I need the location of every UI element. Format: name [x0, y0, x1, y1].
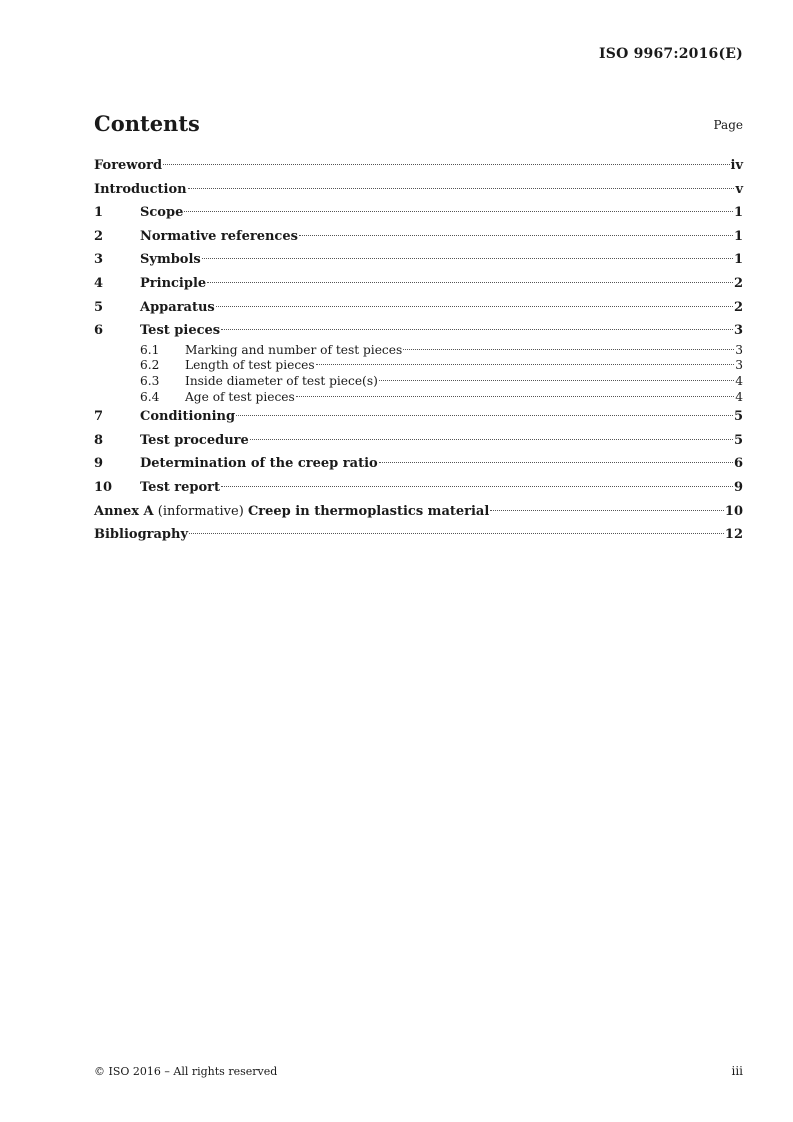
page-number: iii — [731, 1064, 743, 1078]
toc-page-number: 12 — [724, 527, 743, 543]
toc-page-number: 3 — [735, 358, 743, 373]
toc-entry-title: Symbols — [140, 252, 201, 268]
dot-leader — [250, 439, 733, 440]
table-of-contents — [94, 154, 743, 547]
toc-page-number: 3 — [735, 342, 743, 357]
toc-entry-title: Principle — [140, 275, 207, 291]
dot-leader — [236, 415, 733, 416]
toc-entry-title: Creep in thermoplastics material — [247, 503, 490, 519]
copyright-notice: © ISO 2016 – All rights reserved — [94, 1065, 278, 1078]
toc-page-number: 5 — [733, 409, 743, 425]
clause-number: 7 — [94, 409, 104, 425]
clause-number: 5 — [94, 299, 104, 315]
clause-number: 4 — [94, 275, 104, 291]
toc-page-number: v — [735, 181, 743, 197]
dot-leader — [379, 462, 733, 463]
toc-entry-title: Test pieces — [140, 323, 221, 339]
toc-entry-clause-3[interactable] — [94, 248, 743, 272]
dot-leader — [216, 306, 733, 307]
dot-leader — [296, 396, 734, 397]
dot-leader — [188, 188, 735, 189]
toc-entry-clause-1[interactable] — [94, 201, 743, 225]
toc-page-number: 3 — [733, 323, 743, 339]
toc-page-number: 6 — [733, 456, 743, 472]
dot-leader — [189, 533, 724, 534]
toc-entry-clause-9[interactable] — [94, 452, 743, 476]
dot-leader — [207, 282, 733, 283]
toc-page-number: 1 — [733, 252, 743, 268]
clause-number: 10 — [94, 479, 113, 495]
dot-leader — [184, 211, 733, 212]
dot-leader — [379, 380, 734, 381]
toc-entry-subclause-6-3[interactable] — [94, 374, 743, 390]
clause-number: 1 — [94, 205, 104, 221]
toc-entry-title: Length of test pieces — [185, 358, 315, 373]
toc-entry-clause-7[interactable] — [94, 405, 743, 429]
subclause-number: 6.4 — [140, 389, 160, 404]
toc-entry-title: Foreword — [94, 158, 163, 173]
dot-leader — [490, 510, 724, 511]
toc-entry-title: Test report — [140, 479, 221, 495]
dot-leader — [163, 164, 729, 165]
toc-entry-clause-5[interactable] — [94, 296, 743, 320]
toc-entry-clause-6[interactable] — [94, 319, 743, 343]
toc-entry-clause-10[interactable] — [94, 476, 743, 500]
toc-page-number: 2 — [733, 299, 743, 315]
page-column-label: Page — [713, 118, 743, 132]
dot-leader — [221, 486, 733, 487]
toc-page-number: 4 — [735, 389, 743, 404]
toc-entry-introduction[interactable] — [94, 178, 743, 202]
toc-page-number: 9 — [733, 479, 743, 495]
toc-entry-title: Marking and number of test pieces — [185, 342, 403, 357]
dot-leader — [202, 258, 733, 259]
toc-entry-title: Inside diameter of test piece(s) — [185, 373, 378, 388]
subclause-number: 6.2 — [140, 358, 160, 373]
annex-label: Annex A — [94, 503, 154, 519]
toc-entry-clause-2[interactable] — [94, 225, 743, 249]
toc-entry-clause-4[interactable] — [94, 272, 743, 296]
dot-leader — [316, 364, 735, 365]
toc-page-number: 4 — [735, 373, 743, 388]
clause-number: 6 — [94, 323, 104, 339]
toc-entry-title: Age of test pieces — [185, 389, 295, 404]
dot-leader — [299, 235, 733, 236]
toc-entry-subclause-6-1[interactable] — [94, 343, 743, 359]
toc-page-number: iv — [730, 158, 743, 173]
toc-page-number: 1 — [733, 205, 743, 221]
clause-number: 9 — [94, 456, 104, 472]
clause-number: 8 — [94, 432, 104, 448]
clause-number: 3 — [94, 252, 104, 268]
subclause-number: 6.3 — [140, 373, 160, 388]
toc-entry-title: Normative references — [140, 228, 298, 244]
dot-leader — [403, 349, 734, 350]
toc-entry-title: Determination of the creep ratio — [140, 456, 378, 472]
toc-page-number: 10 — [724, 503, 743, 519]
toc-entry-subclause-6-4[interactable] — [94, 390, 743, 406]
annex-type — [154, 500, 248, 524]
toc-entry-subclause-6-2[interactable] — [94, 358, 743, 374]
toc-entry-annex-a[interactable] — [94, 500, 743, 524]
dot-leader — [221, 329, 733, 330]
toc-page-number: 1 — [733, 228, 743, 244]
contents-heading: Contents — [94, 111, 200, 136]
clause-number: 2 — [94, 228, 104, 244]
toc-entry-title: Introduction — [94, 181, 187, 197]
toc-entry-title: Scope — [140, 205, 184, 221]
toc-page-number: 2 — [733, 275, 743, 291]
toc-page-number: 5 — [733, 432, 743, 448]
document-id: ISO 9967:2016(E) — [599, 46, 743, 62]
subclause-number: 6.1 — [140, 342, 160, 357]
toc-entry-title: Bibliography — [94, 527, 189, 543]
annex-type-text: (informative) — [157, 503, 244, 519]
toc-entry-foreword[interactable] — [94, 154, 743, 178]
toc-entry-clause-8[interactable] — [94, 429, 743, 453]
toc-entry-title: Apparatus — [140, 299, 215, 315]
toc-entry-bibliography[interactable] — [94, 523, 743, 547]
toc-entry-title: Conditioning — [140, 409, 236, 425]
toc-entry-title: Test procedure — [140, 432, 249, 448]
